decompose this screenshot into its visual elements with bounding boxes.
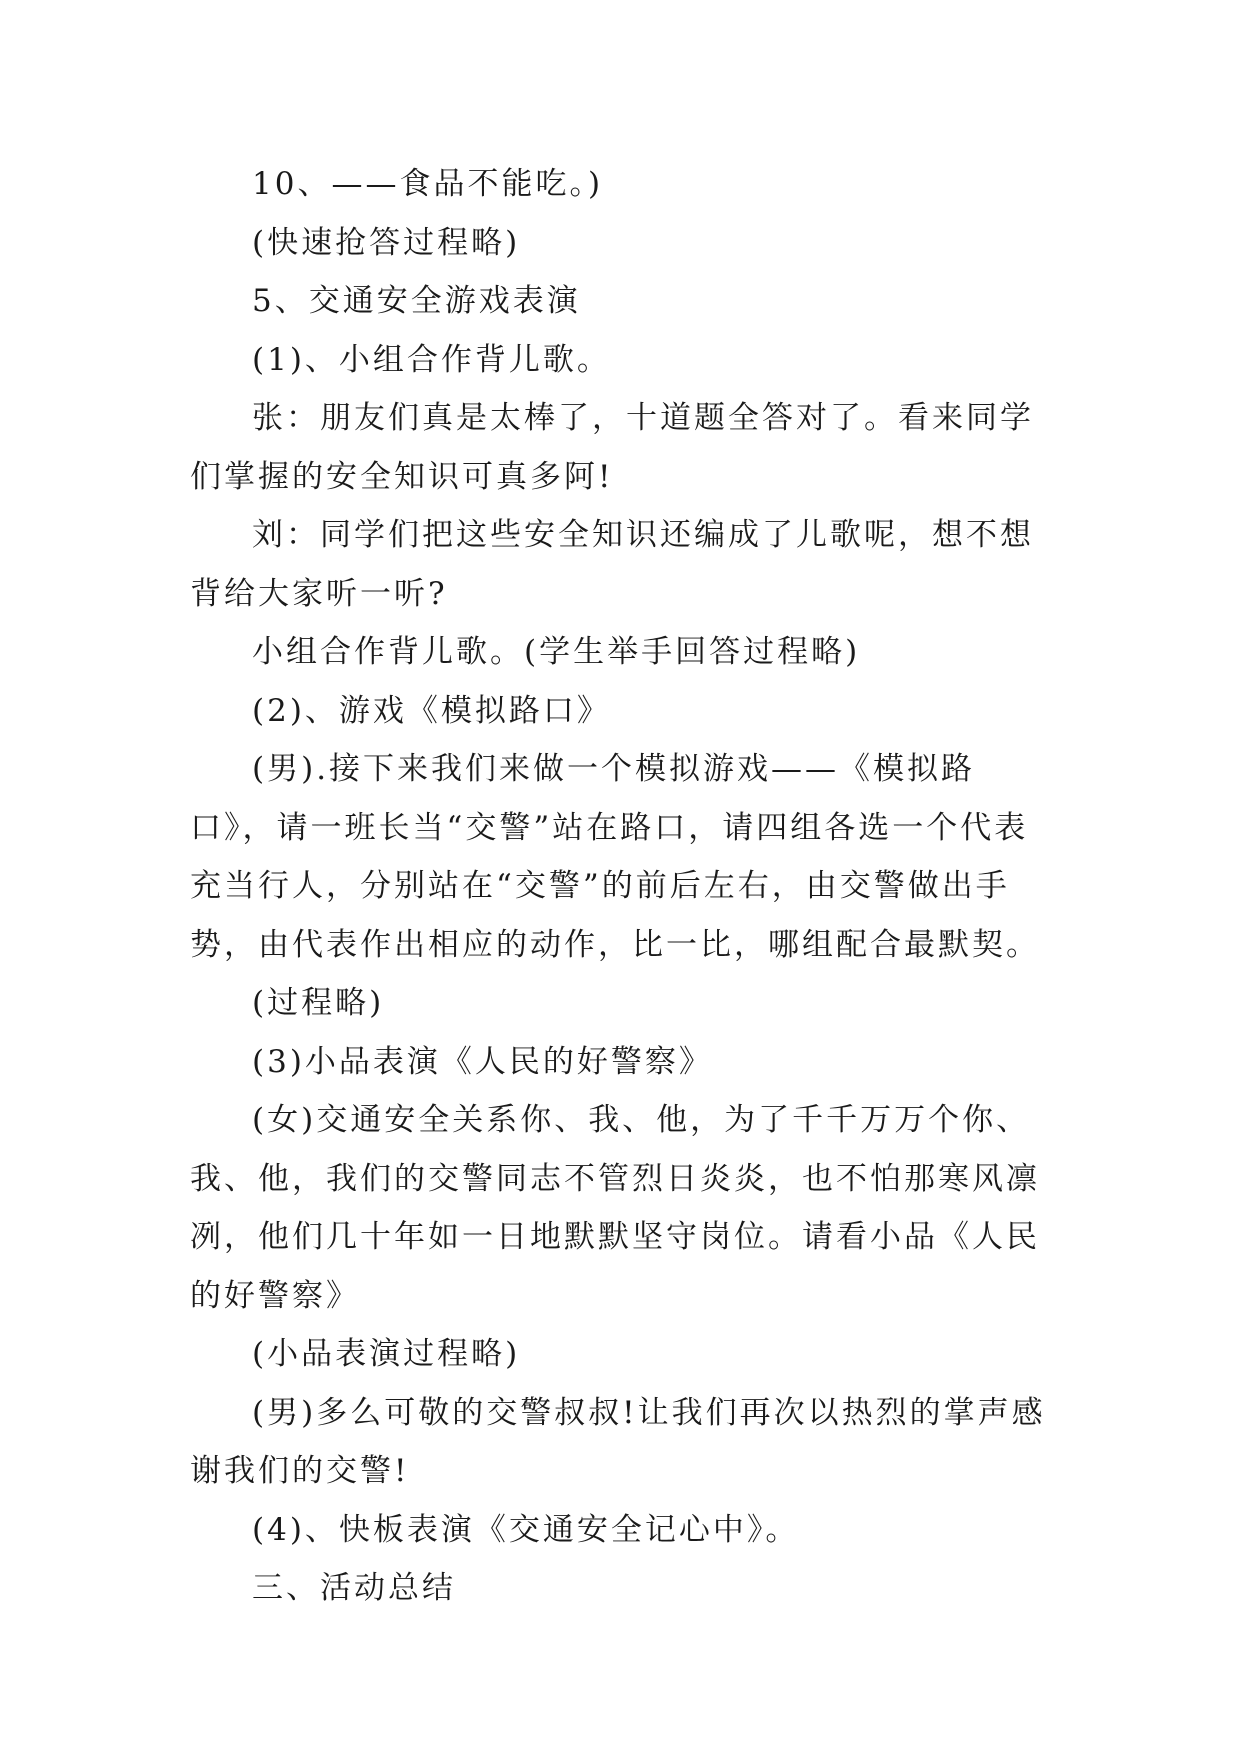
paragraph-group-recital: 小组合作背儿歌。(学生举手回答过程略) (252, 634, 861, 670)
paragraph-zhang-dialogue: 张：朋友们真是太棒了，十道题全答对了。看来同学们掌握的安全知识可真多阿! (190, 400, 1034, 495)
paragraph-female-host-skit: (女)交通安全关系你、我、他，为了千千万万个你、我、他，我们的交警同志不管烈日炎炎，也不怕那寒风凛冽，他们几十年如一日地默默坚守岗位。请看小品《人民的好警察》 (190, 1102, 1040, 1314)
paragraph-male-host-game: (男).接下来我们来做一个模拟游戏——《模拟路口》，请一班长当“交警”站在路口，请四组各选一个代表充当行人，分别站在“交警”的前后左右，由交警做出手势，由代表作出相应的动作，比一比，哪组配合最默契。 (190, 751, 1040, 963)
paragraph-subsection-2: (2)、游戏《模拟路口》 (252, 692, 611, 729)
paragraph-subsection-1: (1)、小组合作背儿歌。 (252, 341, 611, 378)
paragraph-section-5-heading: 5、交通安全游戏表演 (252, 283, 581, 319)
paragraph-male-host-thanks: (男)多么可敬的交警叔叔!让我们再次以热烈的掌声感谢我们的交警! (190, 1394, 1046, 1489)
paragraph-liu-dialogue: 刘：同学们把这些安全知识还编成了儿歌呢，想不想背给大家听一听? (190, 517, 1034, 612)
paragraph-skit-omitted: (小品表演过程略) (252, 1336, 521, 1372)
paragraph-subsection-3: (3)小品表演《人民的好警察》 (252, 1043, 713, 1080)
paragraph-process-omitted: (过程略) (252, 985, 385, 1021)
paragraph-quick-answer-note: (快速抢答过程略) (252, 224, 521, 261)
paragraph-subsection-4: (4)、快板表演《交通安全记心中》。 (252, 1511, 800, 1548)
paragraph-food-item: 10、——食品不能吃。) (252, 166, 604, 202)
paragraph-section-3-heading: 三、活动总结 (252, 1570, 456, 1606)
document-body (190, 155, 1055, 1618)
